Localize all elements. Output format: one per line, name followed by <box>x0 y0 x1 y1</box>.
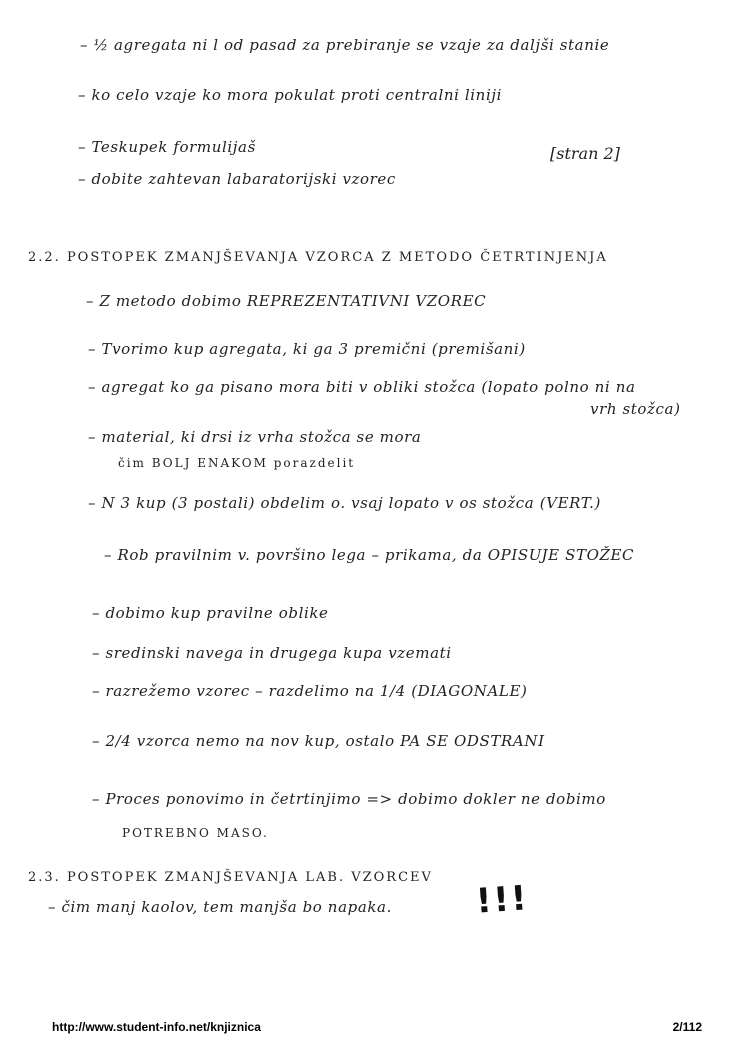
note-line: – dobimo kup pravilne oblike <box>92 604 329 622</box>
note-line: – razrežemo vzorec – razdelimo na 1/4 (DIAGONALE) <box>92 682 528 700</box>
footer-url[interactable]: http://www.student-info.net/knjiznica <box>52 1020 261 1034</box>
section-heading: 2.3. POSTOPEK ZMANJŠEVANJA LAB. VZORCEV <box>28 870 433 885</box>
note-line: – Tvorimo kup agregata, ki ga 3 premični (premišani) <box>88 340 526 358</box>
page-number: 2/112 <box>672 1020 702 1034</box>
section-heading: 2.2. POSTOPEK ZMANJŠEVANJA VZORCA Z METODO ČETRTINJENJA <box>28 250 608 265</box>
exclamation-marks: !!! <box>474 878 530 922</box>
note-line: – sredinski navega in drugega kupa vzemati <box>92 644 452 662</box>
note-line: vrh stožca) <box>590 400 681 418</box>
note-line: – Teskupek formulijaš <box>78 138 256 156</box>
note-line: – ½ agregata ni l od pasad za prebiranje se vzaje za daljši stanie <box>80 36 610 54</box>
note-line: – dobite zahtevan labaratorijski vzorec <box>78 170 396 188</box>
note-line: – material, ki drsi iz vrha stožca se mora <box>88 428 422 446</box>
note-line: – čim manj kaolov, tem manjša bo napaka. <box>48 898 392 916</box>
note-line: – Rob pravilnim v. površino lega – prikama, da OPISUJE STOŽEC <box>104 546 635 564</box>
page-reference: [stran 2] <box>550 144 620 163</box>
note-line: – Z metodo dobimo REPREZENTATIVNI VZOREC <box>86 292 487 310</box>
note-line: čim BOLJ ENAKOM porazdelit <box>118 456 356 470</box>
note-line: – N 3 kup (3 postali) obdelim o. vsaj lopato v os stožca (VERT.) <box>88 494 602 512</box>
note-line: – 2/4 vzorca nemo na nov kup, ostalo PA SE ODSTRANI <box>92 732 545 750</box>
note-line: – ko celo vzaje ko mora pokulat proti centralni liniji <box>78 86 502 104</box>
note-line: POTREBNO MASO. <box>122 826 269 840</box>
note-line: – Proces ponovimo in četrtinjimo => dobimo dokler ne dobimo <box>92 790 606 808</box>
note-line: – agregat ko ga pisano mora biti v obliki stožca (lopato polno ni na <box>88 378 636 396</box>
